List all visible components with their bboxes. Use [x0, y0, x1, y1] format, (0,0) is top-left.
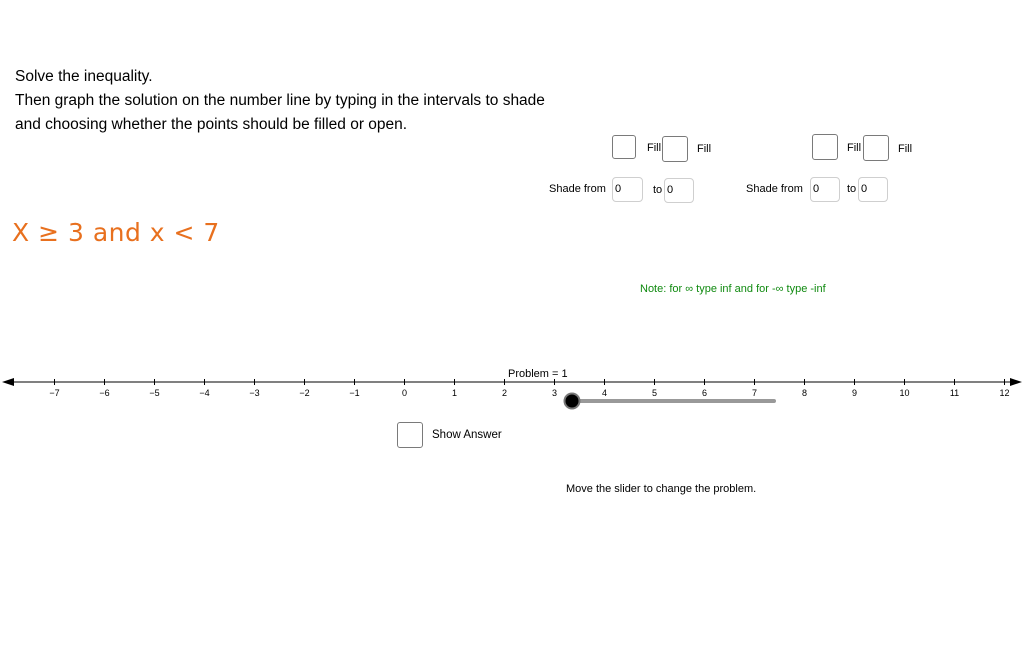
left-arrow-icon: [2, 378, 14, 386]
slider-label: Problem = 1: [508, 368, 568, 380]
instruction-line-3: and choosing whether the points should be filled or open.: [15, 116, 408, 133]
show-answer-label: Show Answer: [432, 429, 502, 441]
tick-label: 3: [551, 388, 558, 398]
tick-label: 1: [451, 388, 458, 398]
interval1-from-input[interactable]: 0: [612, 177, 643, 202]
tick-label: 6: [701, 388, 708, 398]
interval1-fill-right-label: Fill: [697, 143, 712, 155]
interval2-fill-left-label: Fill: [847, 142, 862, 154]
tick-label: 12: [999, 388, 1010, 398]
infinity-note: Note: for ∞ type inf and for -∞ type -inf: [640, 283, 826, 295]
tick-label: −1: [349, 388, 360, 398]
tick-label: −3: [249, 388, 260, 398]
tick-label: 8: [801, 388, 808, 398]
tick-label: 7: [751, 388, 758, 398]
interval1-shade-from-label: Shade from: [549, 183, 606, 195]
instruction-line-2: Then graph the solution on the number line by typing in the intervals to shade: [15, 92, 545, 109]
tick-label: 0: [401, 388, 408, 398]
tick-label: 11: [949, 388, 960, 398]
instruction-line-1: Solve the inequality.: [15, 68, 153, 85]
tick-label: −6: [99, 388, 110, 398]
tick-label: 9: [851, 388, 858, 398]
tick-label: −2: [299, 388, 310, 398]
inequality-problem: X ≥ 3 and x < 7: [12, 218, 220, 247]
slider-handle[interactable]: [565, 394, 580, 409]
tick-label: 2: [501, 388, 508, 398]
interval2-shade-from-label: Shade from: [746, 183, 803, 195]
tick-label: −4: [199, 388, 210, 398]
interval1-to-label: to: [653, 184, 663, 196]
tick-label: −7: [49, 388, 60, 398]
slider-hint: Move the slider to change the problem.: [566, 483, 757, 495]
right-arrow-icon: [1010, 378, 1022, 386]
interval2-from-input[interactable]: 0: [810, 177, 840, 202]
interval1-to-input[interactable]: 0: [664, 178, 694, 203]
tick-label: −5: [149, 388, 160, 398]
show-answer-checkbox[interactable]: [397, 422, 423, 448]
interval1-fill-left-label: Fill: [647, 142, 662, 154]
interval2-fill-right-label: Fill: [898, 143, 913, 155]
tick-label: 5: [651, 388, 658, 398]
interval2-to-label: to: [847, 183, 857, 195]
tick-label: 10: [899, 388, 910, 398]
interval2-to-input[interactable]: 0: [858, 177, 888, 202]
tick-label: 4: [601, 388, 608, 398]
